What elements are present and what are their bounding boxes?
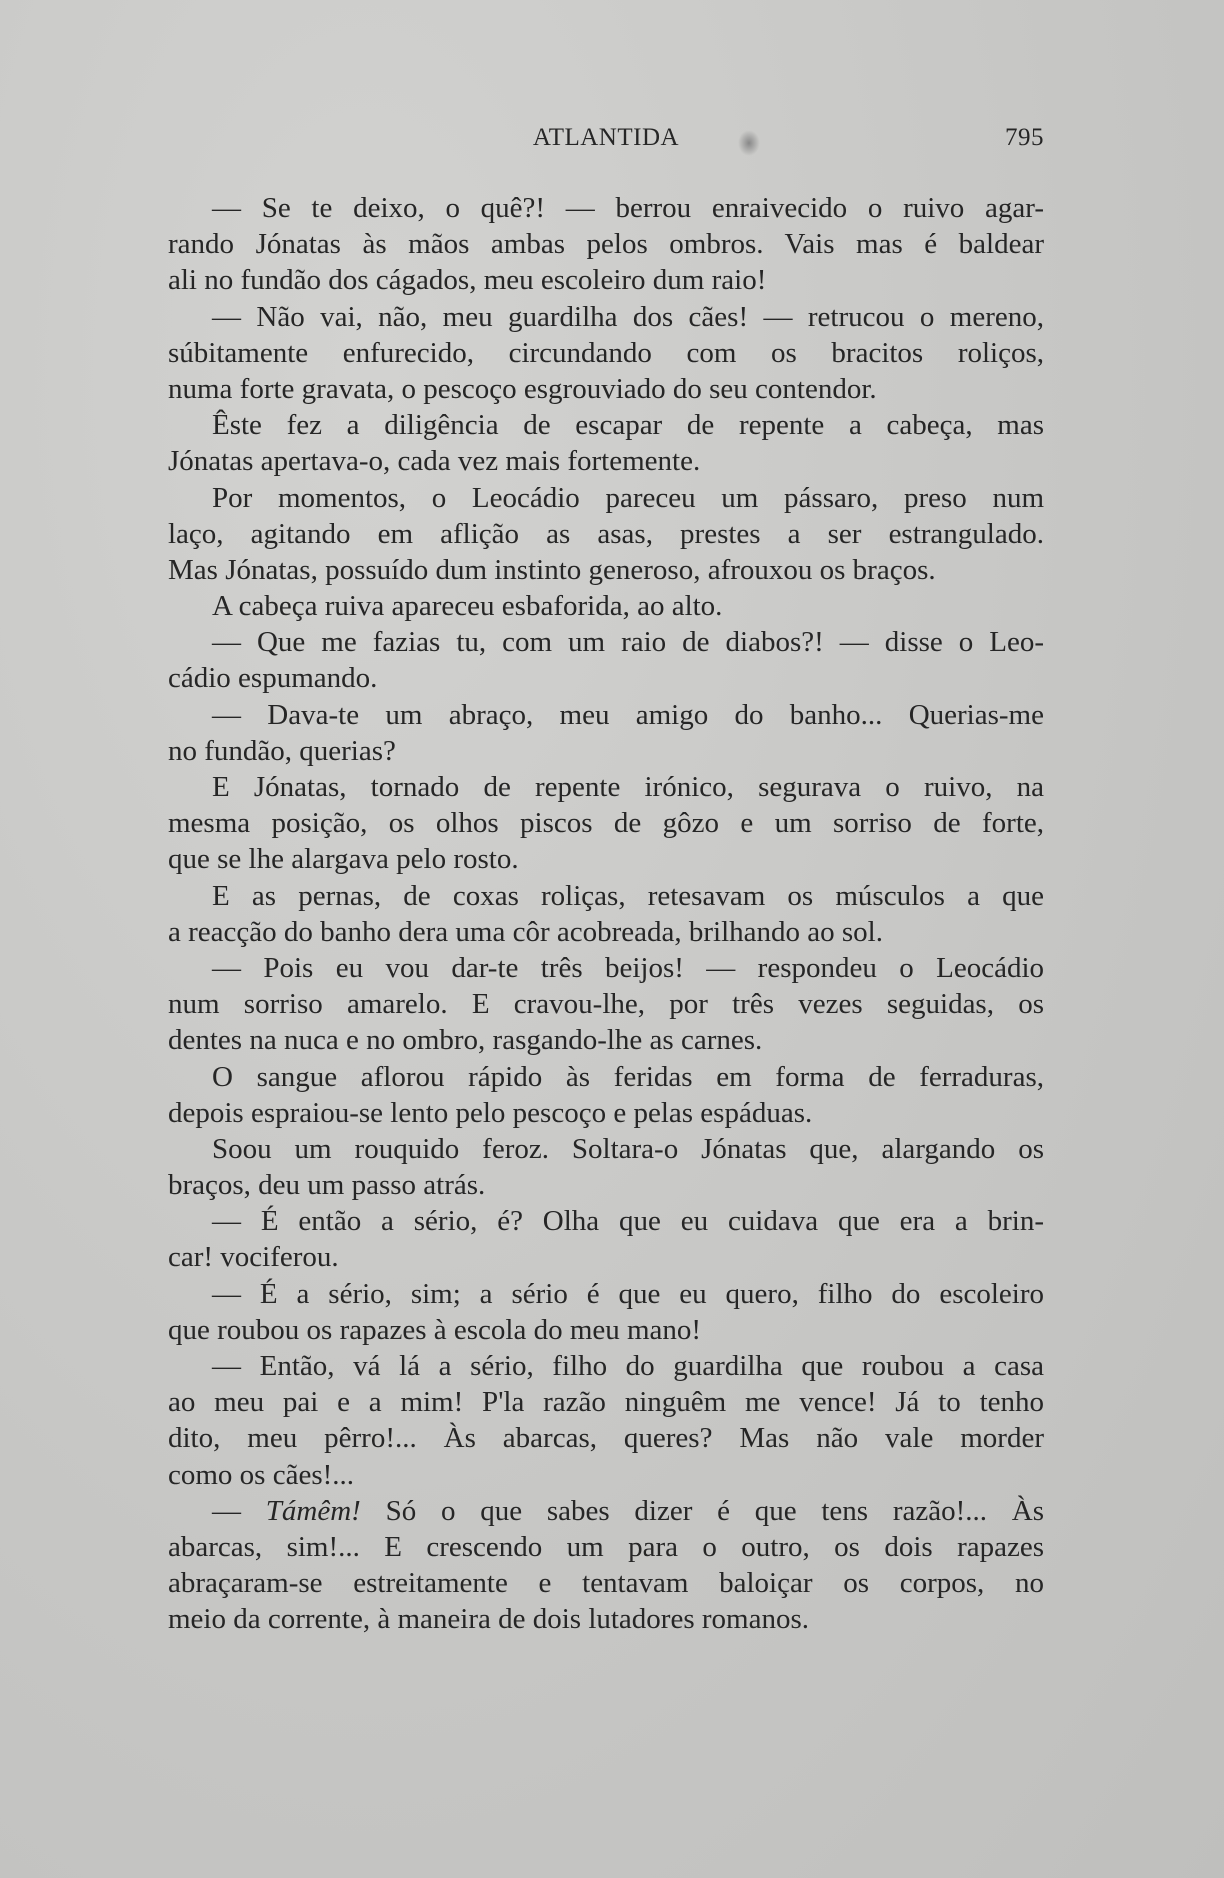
text-segment: — [212,1494,266,1527]
text-line: braços, deu um passo atrás. [168,1169,486,1202]
text-line: a reacção do banho dera uma côr acobreada, brilhando ao sol. [168,915,883,948]
paragraph-first-line: Êste fez a diligência de escapar de repente a cabeça, mas [212,409,1044,442]
paragraph-first-line: — Então, vá lá a sério, filho do guardilha que roubou a casa [212,1350,1044,1382]
paragraph-first-line: E as pernas, de coxas roliças, retesavam os músculos a que [212,879,1044,912]
text-line: dentes na nuca e no ombro, rasgando-lhe as carnes. [168,1024,763,1057]
body-text [168,190,1044,1638]
paragraph-first-line: A cabeça ruiva apareceu esbaforida, ao alto. [212,590,723,623]
paragraph-first-line: — Dava-te um abraço, meu amigo do banho... Querias-me [212,698,1044,731]
running-header [168,124,1044,158]
text-line: mesma posição, os olhos piscos de gôzo e um sorriso de forte, [168,807,1044,840]
paragraph-first-line: E Jónatas, tornado de repente irónico, segurava o ruivo, na [212,771,1044,803]
paragraph-first-line: Por momentos, o Leocádio pareceu um pássaro, preso num [212,481,1044,514]
paragraph-first-line: — É a sério, sim; a sério é que eu quero, filho do escoleiro [212,1277,1044,1310]
text-line: que se lhe alargava pelo rosto. [168,843,519,876]
text-line: ali no fundão dos cágados, meu escoleiro dum raio! [168,264,767,297]
italic-word: Támêm! [265,1494,361,1527]
text-line: como os cães!... [168,1458,355,1491]
text-line: num sorriso amarelo. E cravou-lhe, por três vezes seguidas, os [168,988,1044,1021]
running-title: ATLANTIDA [532,124,680,151]
text-line: car! vociferou. [168,1241,339,1274]
paragraph-first-line: — Que me fazias tu, com um raio de diabos?! — disse o Leo- [212,626,1044,659]
text-line: ao meu pai e a mim! P'la razão ninguêm me vence! Já to tenho [168,1386,1044,1419]
text-line: depois espraiou-se lento pelo pescoço e pelas espáduas. [168,1096,813,1129]
text-line: rando Jónatas às mãos ambas pelos ombros. Vais mas é baldear [168,228,1044,261]
text-line: dito, meu pêrro!... Às abarcas, queres? Mas não vale morder [168,1422,1044,1455]
text-line: cádio espumando. [168,662,378,695]
paper-stain [738,130,760,156]
text-line: numa forte gravata, o pescoço esgrouviado do seu contendor. [168,372,877,405]
text-line: abraçaram-se estreitamente e tentavam baloiçar os corpos, no [168,1567,1044,1600]
paragraph-first-line: — É então a sério, é? Olha que eu cuidava que era a brin- [212,1205,1044,1238]
page-number: 795 [1005,124,1044,151]
text-line: que roubou os rapazes à escola do meu mano! [168,1313,702,1346]
text-line: Jónatas apertava-o, cada vez mais fortemente. [168,445,701,478]
text-line: Mas Jónatas, possuído dum instinto generoso, afrouxou os braços. [168,553,936,586]
paragraph-first-line: — Não vai, não, meu guardilha dos cães! — retrucou o mereno, [212,300,1044,333]
text-line: no fundão, querias? [168,734,396,767]
text-segment: Só o que sabes dizer é que tens razão!... Às [360,1494,1045,1527]
paragraph-first-line: — Se te deixo, o quê?! — berrou enraivecido o ruivo agar- [212,192,1044,224]
text-line: súbitamente enfurecido, circundando com os bracitos roliços, [168,336,1044,369]
paragraph-first-line: Soou um rouquido feroz. Soltara-o Jónatas que, alargando os [212,1132,1044,1165]
paragraph-first-line [168,1493,1044,1529]
text-line: laço, agitando em aflição as asas, prestes a ser estrangulado. [168,517,1044,550]
text-line: abarcas, sim!... E crescendo um para o outro, os dois rapazes [168,1530,1044,1563]
text-line: meio da corrente, à maneira de dois lutadores romanos. [168,1603,809,1636]
paragraph-first-line: O sangue aflorou rápido às feridas em forma de ferraduras, [212,1060,1044,1093]
paragraph-first-line: — Pois eu vou dar-te três beijos! — respondeu o Leocádio [212,951,1044,984]
